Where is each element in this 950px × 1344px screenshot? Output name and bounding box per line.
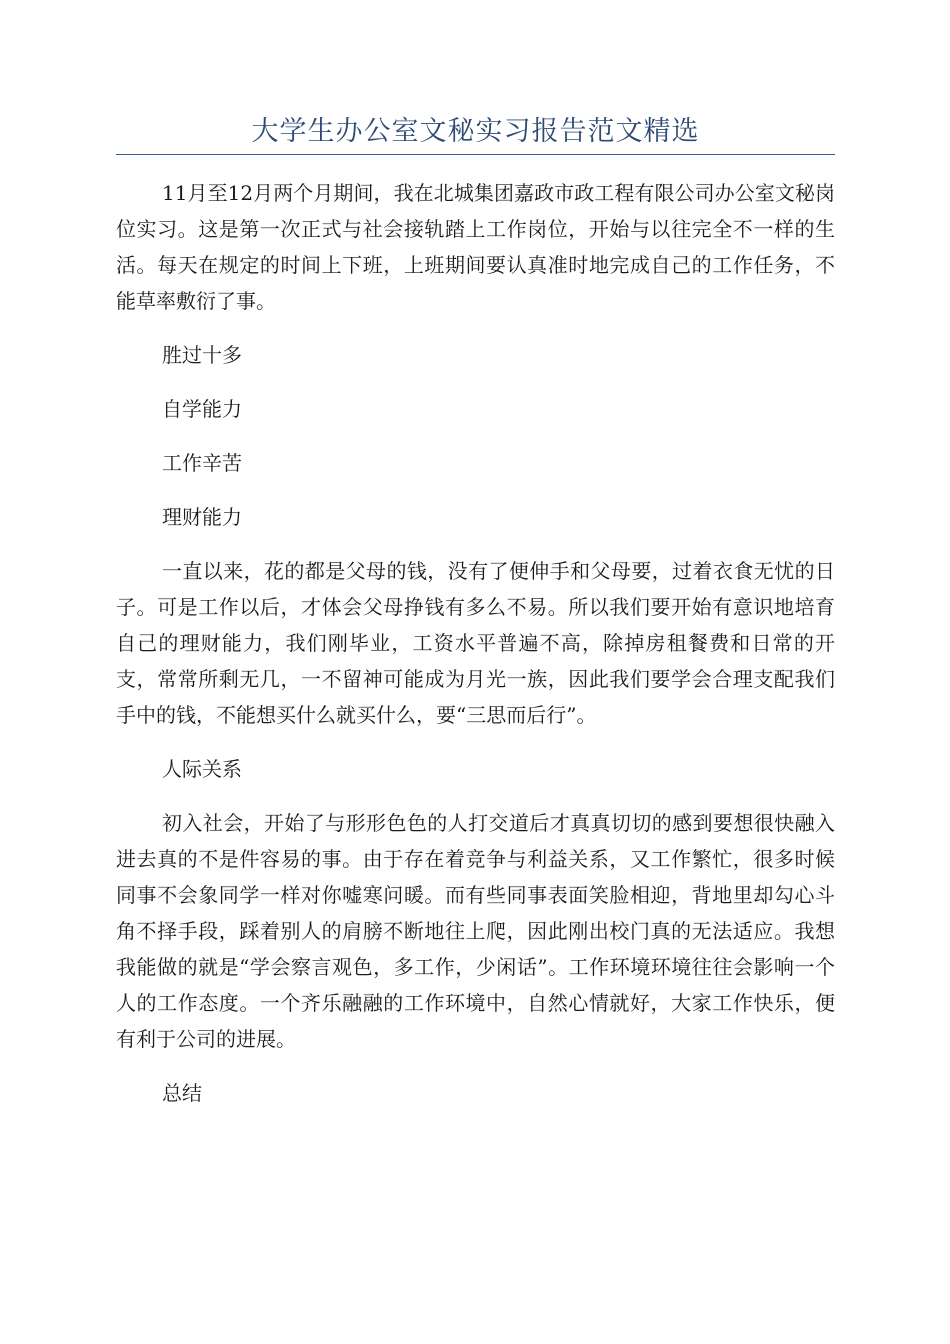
section-heading-self-study: 自学能力	[162, 397, 242, 421]
title-underline	[116, 154, 835, 155]
document-title: 大学生办公室文秘实习报告范文精选	[251, 116, 700, 147]
section-heading-hard-work: 工作辛苦	[162, 451, 242, 475]
section-heading-summary: 总结	[162, 1081, 202, 1105]
section-heading-relations: 人际关系	[162, 757, 242, 781]
document-page	[116, 112, 835, 1129]
paragraph-intro: 11月至12月两个月期间，我在北城集团嘉政市政工程有限公司办公室文秘岗位实习。这是第一次正式与社会接轨踏上工作岗位，开始与以往完全不一样的生活。每天在规定的时间上下班，上班期间要认真准时地完成自己的工作任务，不能草率敷衍了事。	[116, 181, 835, 313]
section-heading-1: 胜过十多	[162, 343, 242, 367]
paragraph-relations: 初入社会，开始了与形形色色的人打交道后才真真切切的感到要想很快融入进去真的不是件容易的事。由于存在着竞争与利益关系，又工作繁忙，很多时候同事不会象同学一样对你嘘寒问暖。而有些同事表面笑脸相迎，背地里却勾心斗角不择手段，踩着别人的肩膀不断地往上爬，因此刚出校门真的无法适应。我想我能做的就是“学会察言观色，多工作，少闲话”。工作环境环境往往会影响一个人的工作态度。一个齐乐融融的工作环境中，自然心情就好，大家工作快乐，便有利于公司的进展。	[116, 811, 835, 1051]
section-heading-finance: 理财能力	[162, 505, 242, 529]
paragraph-finance: 一直以来，花的都是父母的钱，没有了便伸手和父母要，过着衣食无忧的日子。可是工作以后，才体会父母挣钱有多么不易。所以我们要开始有意识地培育自己的理财能力，我们刚毕业，工资水平普遍不高，除掉房租餐费和日常的开支，常常所剩无几，一不留神可能成为月光一族，因此我们要学会合理支配我们手中的钱，不能想买什么就买什么，要“三思而后行”。	[116, 559, 835, 727]
